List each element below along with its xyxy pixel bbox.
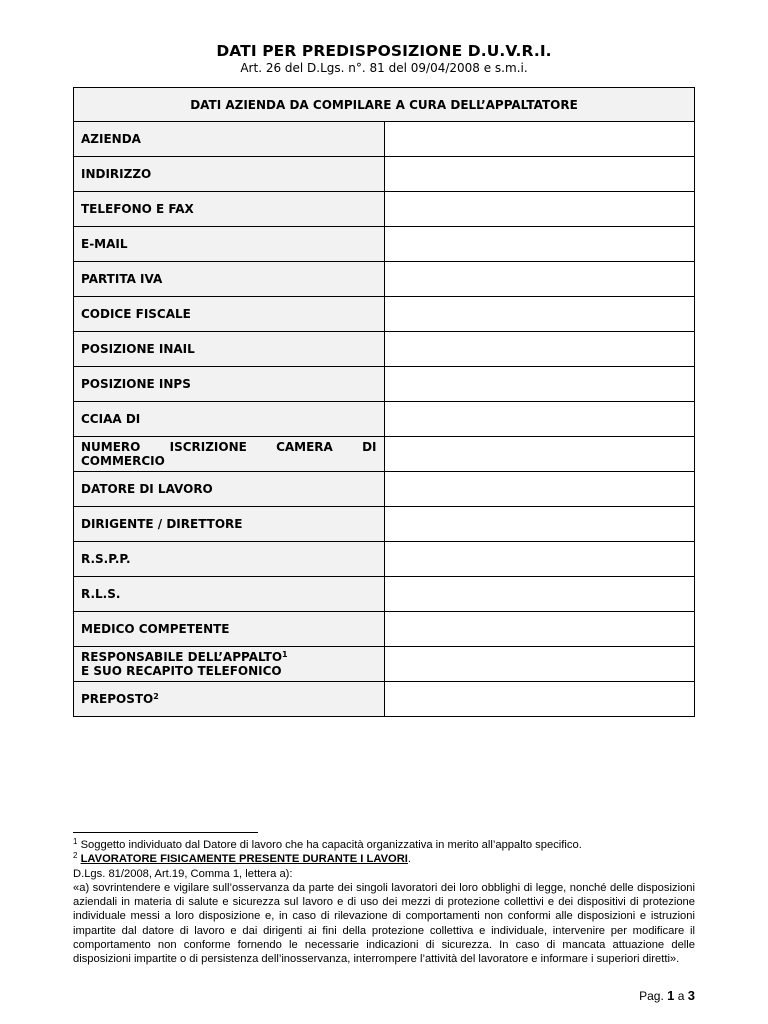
field-label <box>74 472 385 507</box>
field-input[interactable] <box>384 262 695 297</box>
form-row <box>74 367 695 402</box>
field-label <box>74 367 385 402</box>
form-row <box>74 192 695 227</box>
field-input[interactable] <box>384 157 695 192</box>
field-label <box>74 507 385 542</box>
form-row <box>74 612 695 647</box>
page-total: 3 <box>687 988 695 1003</box>
form-row <box>74 472 695 507</box>
field-label <box>74 647 385 682</box>
field-input[interactable] <box>384 367 695 402</box>
field-label-text-continued: E SUO RECAPITO TELEFONICO <box>81 664 282 678</box>
field-label-text: PARTITA IVA <box>81 272 163 286</box>
form-row <box>74 157 695 192</box>
form-row <box>74 577 695 612</box>
form-row <box>74 122 695 157</box>
footnote-1-mark: 1 <box>73 837 78 846</box>
field-label-text: CCIAA DI <box>81 412 141 426</box>
document-title: DATI PER PREDISPOSIZIONE D.U.V.R.I. <box>216 42 552 60</box>
footnote-2-mark: 2 <box>73 851 78 861</box>
footnote-separator <box>73 832 258 833</box>
footnote-1 <box>73 838 695 852</box>
field-input[interactable] <box>384 122 695 157</box>
form-row <box>74 262 695 297</box>
field-label-text: R.S.P.P. <box>81 552 131 566</box>
field-label <box>74 192 385 227</box>
field-label-text: POSIZIONE INPS <box>81 377 191 391</box>
field-label-text: MEDICO COMPETENTE <box>81 622 230 636</box>
field-input[interactable] <box>384 402 695 437</box>
field-label-text: CODICE FISCALE <box>81 307 191 321</box>
footnote-1-text: Soggetto individuato dal Datore di lavoro che ha capacità organizzativa in merito all’appalto specifico. <box>80 839 582 851</box>
footnote-2-quote: «a) sovrintendere e vigilare sull’osservanza da parte dei singoli lavoratori dei loro obblighi di legge, nonché delle disposizioni aziendali in materia di salute e sicurezza sul lavoro e di uso dei mezzi di protezione collettivi e dei dispositivi di protezione individuale messi a loro disposizione e, in caso di rilevazione di comportamenti non conformi alle disposizioni e istruzioni impartite dal datore di lavoro e dai dirigenti ai fini della protezione collettiva e individuale, intervenire per modificare il comportamento non conforme fornendo le necessarie indicazioni di sicurezza. In caso di mancata attuazione delle disposizioni impartite o di persistenza dell’inosservanza, interrompere l’attività del lavoratore e informare i superiori diretti». <box>73 881 695 966</box>
field-label-text: E-MAIL <box>81 237 128 251</box>
field-label <box>74 157 385 192</box>
page-prefix: Pag. <box>639 989 664 1003</box>
field-label <box>74 577 385 612</box>
field-label-text: RESPONSABILE DELL’APPALTO <box>81 650 283 664</box>
form-heading: DATI AZIENDA DA COMPILARE A CURA DELL’APPALTATORE <box>74 88 695 122</box>
footnote-ref: 2 <box>153 692 159 701</box>
footnote-2-reference: D.Lgs. 81/2008, Art.19, Comma 1, lettera a): <box>73 867 293 880</box>
field-input[interactable] <box>384 507 695 542</box>
field-input[interactable] <box>384 612 695 647</box>
form-row <box>74 332 695 367</box>
footnotes <box>73 838 695 967</box>
form-row <box>74 507 695 542</box>
page-sep: a <box>677 989 685 1003</box>
page-current: 1 <box>667 988 675 1003</box>
field-input[interactable] <box>384 682 695 717</box>
form-heading-row <box>74 88 695 122</box>
field-label <box>74 297 385 332</box>
page-number <box>639 988 695 1003</box>
field-label <box>74 682 385 717</box>
footnote-2 <box>73 852 695 866</box>
company-data-form <box>73 87 695 717</box>
field-input[interactable] <box>384 577 695 612</box>
field-label-text: DIRIGENTE / DIRETTORE <box>81 517 243 531</box>
document-subtitle: Art. 26 del D.Lgs. n°. 81 del 09/04/2008 e s.m.i. <box>240 61 528 75</box>
field-label-text: NUMERO ISCRIZIONE CAMERA DI COMMERCIO <box>81 440 377 468</box>
field-input[interactable] <box>384 437 695 472</box>
field-label <box>74 262 385 297</box>
form-row <box>74 402 695 437</box>
field-label <box>74 542 385 577</box>
form-row <box>74 647 695 682</box>
field-label-text: INDIRIZZO <box>81 167 152 181</box>
field-label <box>74 437 385 472</box>
field-label <box>74 227 385 262</box>
form-row <box>74 437 695 472</box>
field-input[interactable] <box>384 472 695 507</box>
form-row <box>74 542 695 577</box>
field-input[interactable] <box>384 332 695 367</box>
field-label-text: PREPOSTO <box>81 692 154 706</box>
field-input[interactable] <box>384 192 695 227</box>
field-label <box>74 612 385 647</box>
form-row <box>74 682 695 717</box>
field-input[interactable] <box>384 647 695 682</box>
field-label-text: AZIENDA <box>81 132 141 146</box>
field-label <box>74 402 385 437</box>
field-label-text: TELEFONO E FAX <box>81 202 194 216</box>
field-label <box>74 332 385 367</box>
form-row <box>74 227 695 262</box>
field-label-text: R.L.S. <box>81 587 121 601</box>
field-label-text: DATORE DI LAVORO <box>81 482 213 496</box>
field-label-text: POSIZIONE INAIL <box>81 342 195 356</box>
field-input[interactable] <box>384 542 695 577</box>
field-label <box>74 122 385 157</box>
footnote-ref: 1 <box>282 650 288 659</box>
field-input[interactable] <box>384 227 695 262</box>
footnote-2-label-end: . <box>407 853 412 866</box>
form-row <box>74 297 695 332</box>
footnote-2-label: LAVORATORE FISICAMENTE PRESENTE DURANTE I LAVORI <box>80 853 408 866</box>
field-input[interactable] <box>384 297 695 332</box>
